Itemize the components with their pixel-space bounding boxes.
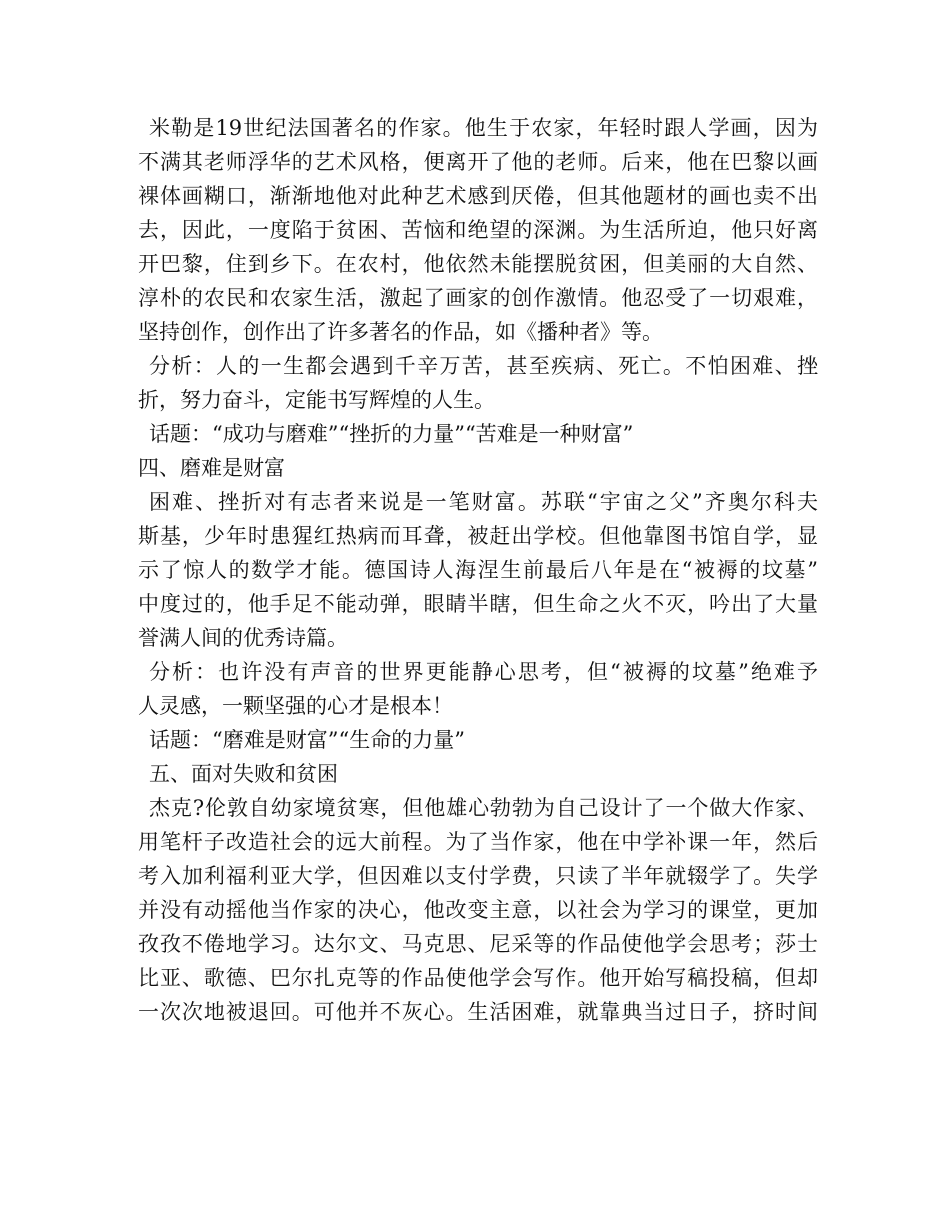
text-line: 斯基，少年时患猩红热病而耳聋，被赶出学校。但他靠图书馆自学，显 xyxy=(138,524,818,548)
text-line: 用笔杆子改造社会的远大前程。为了当作家，他在中学补课一年，然后 xyxy=(138,830,818,854)
text-line: 比亚、歌德、巴尔扎克等的作品使他学会写作。他开始写稿投稿，但却 xyxy=(138,966,818,990)
text-line: 话题：“成功与磨难”“挫折的力量”“苦难是一种财富” xyxy=(149,422,634,446)
text-line: 困难、挫折对有志者来说是一笔财富。苏联“宇宙之父”齐奥尔科夫 xyxy=(149,490,818,514)
text-line: 并没有动摇他当作家的决心，他改变主意，以社会为学习的课堂，更加 xyxy=(138,898,818,922)
text-line: 分析：也许没有声音的世界更能静心思考，但“被褥的坟墓”绝难予 xyxy=(149,660,818,684)
text-line: 去，因此，一度陷于贫困、苦恼和绝望的深渊。为生活所迫，他只好离 xyxy=(138,218,818,242)
text-line: 坚持创作，创作出了许多著名的作品，如《播种者》等。 xyxy=(138,320,663,344)
text-line: 中度过的，他手足不能动弹，眼睛半瞎，但生命之火不灭，吟出了大量 xyxy=(138,592,818,616)
text-line: 淳朴的农民和农家生活，激起了画家的创作激情。他忍受了一切艰难， xyxy=(138,286,818,310)
text-line: 考入加利福利亚大学，但因难以支付学费，只读了半年就辍学了。失学 xyxy=(138,864,818,888)
text-line: 一次次地被退回。可他并不灰心。生活困难，就靠典当过日子，挤时间 xyxy=(138,1000,818,1024)
text-line: 孜孜不倦地学习。达尔文、马克思、尼采等的作品使他学会思考；莎士 xyxy=(138,932,818,956)
text-line: 折，努力奋斗，定能书写辉煌的人生。 xyxy=(138,388,495,412)
text-line: 开巴黎，住到乡下。在农村，他依然未能摆脱贫困，但美丽的大自然、 xyxy=(138,252,818,276)
text-line: 米勒是19世纪法国著名的作家。他生于农家，年轻时跟人学画，因为 xyxy=(149,116,818,140)
text-line: 话题：“磨难是财富”“生命的力量” xyxy=(149,728,465,752)
section-heading: 四、磨难是财富 xyxy=(138,456,285,480)
text-line: 不满其老师浮华的艺术风格，便离开了他的老师。后来，他在巴黎以画 xyxy=(138,150,818,174)
text-line: 人灵感，一颗坚强的心才是根本！ xyxy=(138,694,453,718)
text-line: 分析：人的一生都会遇到千辛万苦，甚至疾病、死亡。不怕困难、挫 xyxy=(149,354,818,378)
text-line: 誉满人间的优秀诗篇。 xyxy=(138,626,348,650)
text-line: 示了惊人的数学才能。德国诗人海涅生前最后八年是在“被褥的坟墓” xyxy=(138,558,818,582)
section-heading: 五、面对失败和贫困 xyxy=(149,762,338,786)
document-page xyxy=(138,111,818,1029)
text-line: 杰克?伦敦自幼家境贫寒，但他雄心勃勃为自己设计了一个做大作家、 xyxy=(149,796,818,820)
text-line: 裸体画糊口，渐渐地他对此种艺术感到厌倦，但其他题材的画也卖不出 xyxy=(138,184,818,208)
